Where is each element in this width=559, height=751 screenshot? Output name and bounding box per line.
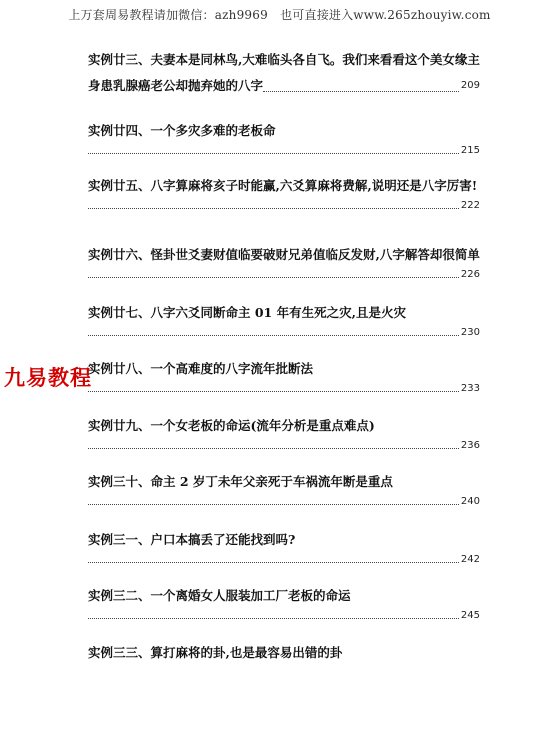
- toc-entry[interactable]: [88, 173, 480, 213]
- toc-entry-title: 实例廿四、一个多灾多难的老板命: [88, 123, 276, 138]
- toc-entry-title: 实例廿六、怪卦世爻妻财值临要破财兄弟值临反发财,八字解答却很简单: [88, 247, 480, 262]
- toc-leader: [88, 382, 480, 396]
- toc-page-number: 240: [460, 496, 480, 507]
- toc-page-number: 215: [460, 145, 480, 156]
- toc-entry[interactable]: [88, 583, 480, 623]
- toc-entry[interactable]: [88, 47, 480, 99]
- toc-leader: [88, 553, 480, 567]
- toc-leader: [88, 144, 480, 158]
- dotted-leader: [263, 91, 459, 92]
- toc-leader: [88, 439, 480, 453]
- toc-entry-title: 实例廿七、八字六爻同断命主 01 年有生死之灾,且是火灾: [88, 305, 406, 320]
- toc-leader: [88, 609, 480, 623]
- toc-page-number: 242: [460, 554, 480, 565]
- toc-page-number: 222: [460, 200, 480, 211]
- toc-entry-title: 实例廿九、一个女老板的命运(流年分析是重点难点): [88, 418, 375, 433]
- toc-entry-title: 实例廿三、夫妻本是同林鸟,大难临头各自飞。我们来看看这个美女缘主: [88, 52, 480, 67]
- toc-entry-title: 实例三二、一个离婚女人服装加工厂老板的命运: [88, 588, 351, 603]
- dotted-leader: [88, 504, 459, 505]
- toc-page-number: 245: [460, 610, 480, 621]
- toc-entry-title: 实例廿五、八字算麻将亥子时能赢,六爻算麻将费解,说明还是八字厉害!: [88, 178, 478, 193]
- dotted-leader: [88, 391, 459, 392]
- dotted-leader: [88, 562, 459, 563]
- toc-page-number: 233: [460, 383, 480, 394]
- toc-entry-title: 实例廿八、一个高难度的八字流年批断法: [88, 361, 314, 376]
- toc-entry-title: 实例三三、算打麻将的卦,也是最容易出错的卦: [88, 645, 343, 660]
- toc-entry[interactable]: [88, 242, 480, 282]
- toc-entry[interactable]: [88, 300, 480, 340]
- toc-page-number: 230: [460, 327, 480, 338]
- toc-entry[interactable]: [88, 469, 480, 509]
- toc-entry[interactable]: [88, 356, 480, 396]
- dotted-leader: [88, 448, 459, 449]
- toc-leader: [88, 326, 480, 340]
- dotted-leader: [88, 208, 459, 209]
- toc-page-number: 209: [460, 80, 480, 91]
- dotted-leader: [88, 153, 459, 154]
- toc-leader: [88, 495, 480, 509]
- toc-entry[interactable]: [88, 640, 480, 666]
- logo-stamp: 九易教程: [4, 366, 92, 390]
- dotted-leader: [88, 335, 459, 336]
- toc-entry-title: 实例三十、命主 2 岁丁未年父亲死于车祸流年断是重点: [88, 474, 393, 489]
- toc-entry[interactable]: [88, 527, 480, 567]
- dotted-leader: [88, 618, 459, 619]
- toc-page-number: 226: [460, 269, 480, 280]
- toc-page-number: 236: [460, 440, 480, 451]
- toc-entry-title-continuation: 身患乳腺癌老公却抛弃她的八字: [88, 78, 264, 93]
- toc-leader: [88, 268, 480, 282]
- toc-entry[interactable]: [88, 413, 480, 453]
- toc-entry-title: 实例三一、户口本搞丢了还能找到吗?: [88, 532, 296, 547]
- toc-leader: [88, 199, 480, 213]
- dotted-leader: [88, 277, 459, 278]
- watermark-header: 上万套周易教程请加微信：azh9969 也可直接进入www.265zhouyiw.com: [68, 8, 491, 22]
- toc-leader: [88, 73, 480, 99]
- toc-entry[interactable]: [88, 118, 480, 158]
